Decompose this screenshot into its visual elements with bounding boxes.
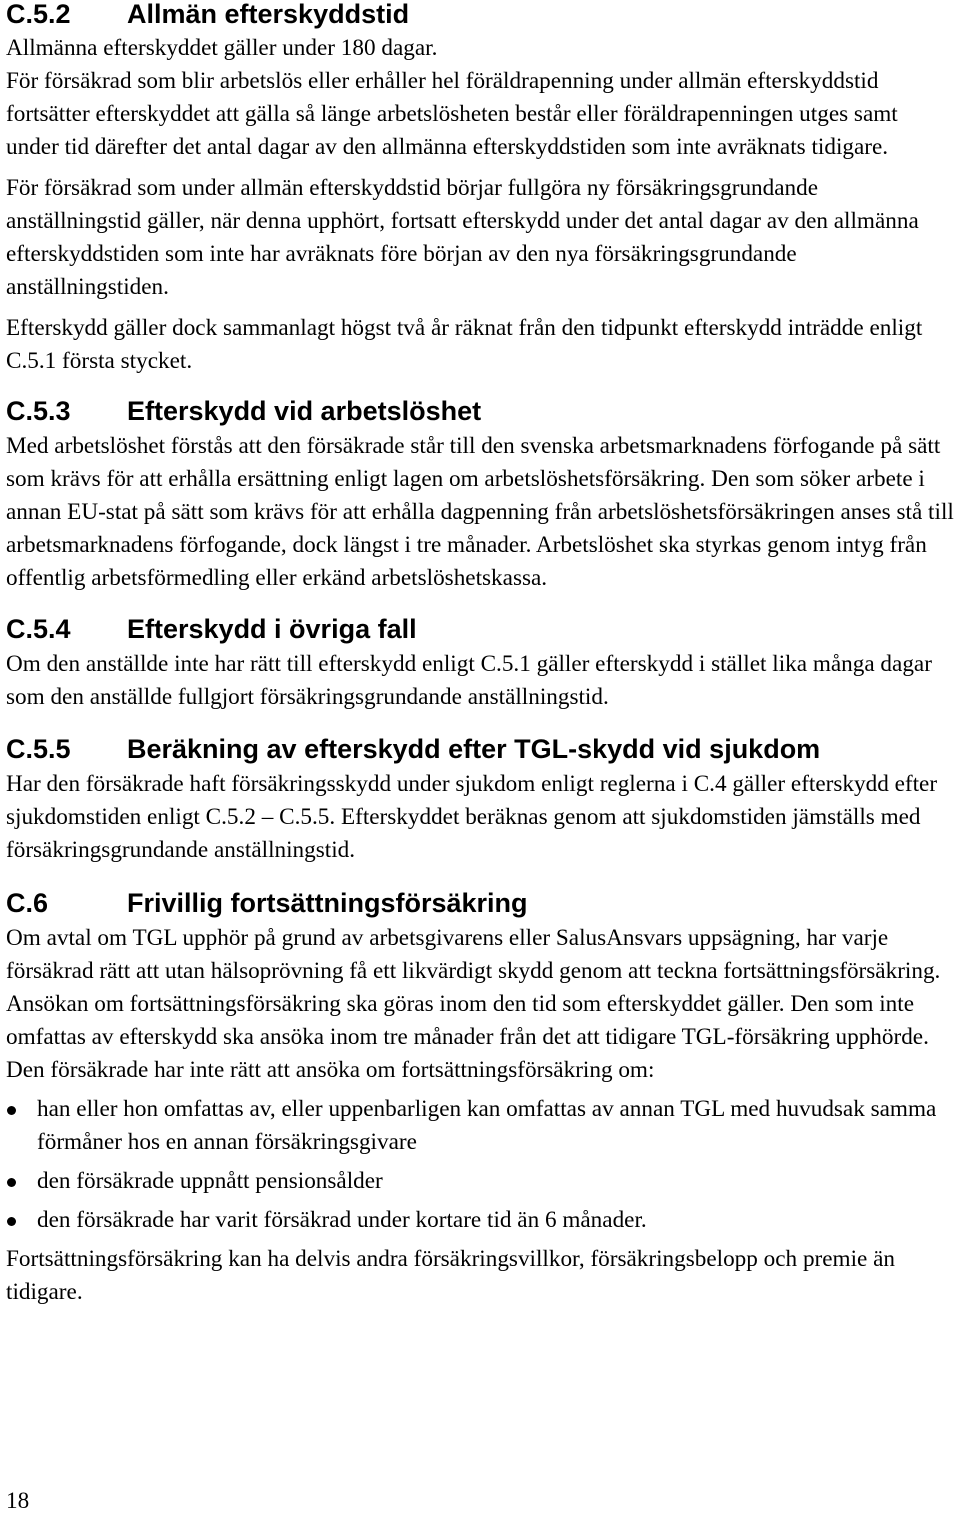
section-title: Allmän efterskyddstid bbox=[127, 0, 410, 29]
list-item bbox=[6, 1204, 956, 1237]
bullet-list bbox=[6, 1093, 956, 1237]
paragraph: Med arbetslöshet förstås att den försäkrade står till den svenska arbetsmarknadens förfogande på sätt som krävs för att erhålla ersättning enligt lagen om arbetslöshetsförsäkring. Den som söker arbete i annan EU-stat på sätt som krävs för att erhålla dagpenning från arbetslöshetsförsäkringen anses stå till arbetsmarknadens förfogande, dock längst i tre månader. Arbetslöshet ska styrkas genom intyg från offentlig arbetsförmedling eller erkänd arbetslöshetskassa. bbox=[6, 433, 954, 591]
paragraph: För försäkrad som under allmän efterskyddstid börjar fullgöra ny försäkringsgrundande anställningstid gäller, när denna upphört, fortsatt efterskydd under det antal dagar av den allmänna efterskyddstiden som inte har avräknats före början av den nya försäkringsgrundande anställningstiden. bbox=[6, 175, 919, 300]
bullet-icon bbox=[7, 1217, 16, 1226]
section-title: Efterskydd vid arbetslöshet bbox=[127, 396, 482, 426]
paragraph: Fortsättningsförsäkring kan ha delvis andra försäkringsvillkor, försäkringsbelopp och premie än tidigare. bbox=[6, 1246, 896, 1305]
page-number: 18 bbox=[6, 1488, 30, 1514]
section-heading bbox=[6, 395, 956, 427]
paragraph: Allmänna efterskyddet gäller under 180 dagar. bbox=[6, 35, 438, 61]
paragraph: Har den försäkrade haft försäkringsskydd under sjukdom enligt reglerna i C.4 gäller efterskydd efter sjukdomstiden enligt C.5.2 – C.5.5. Efterskyddet beräknas genom att sjukdomstiden jämställs med försäkringsgrundande anställningstid. bbox=[6, 771, 938, 863]
section-heading bbox=[6, 733, 956, 765]
section-heading bbox=[6, 613, 956, 645]
section-number: C.5.3 bbox=[6, 396, 71, 426]
section-number: C.5.4 bbox=[6, 614, 71, 644]
section-heading bbox=[6, 0, 956, 30]
list-item-text: den försäkrade uppnått pensionsålder bbox=[37, 1168, 383, 1194]
list-item bbox=[6, 1165, 956, 1198]
paragraph: Efterskydd gäller dock sammanlagt högst två år räknat från den tidpunkt efterskydd inträdde enligt C.5.1 första stycket. bbox=[6, 315, 923, 374]
bullet-icon bbox=[7, 1106, 16, 1115]
section-number: C.5.5 bbox=[6, 734, 71, 764]
section-heading bbox=[6, 887, 956, 919]
list-item bbox=[6, 1093, 956, 1159]
section-title: Efterskydd i övriga fall bbox=[127, 614, 417, 644]
document-page bbox=[6, 0, 956, 1309]
bullet-icon bbox=[7, 1178, 16, 1187]
paragraph: För försäkrad som blir arbetslös eller erhåller hel föräldrapenning under allmän efterskyddstid fortsätter efterskyddet att gälla så länge arbetslösheten består eller föräldrapenningen utges samt under tid därefter det antal dagar av den allmänna efterskyddstiden som inte avräknats tidigare. bbox=[6, 68, 898, 160]
list-item-text: han eller hon omfattas av, eller uppenbarligen kan omfattas av annan TGL med huvudsak samma förmåner hos en annan försäkringsgivare bbox=[37, 1096, 937, 1155]
section-number: C.6 bbox=[6, 888, 49, 918]
section-title: Frivillig fortsättningsförsäkring bbox=[127, 888, 528, 918]
list-item-text: den försäkrade har varit försäkrad under kortare tid än 6 månader. bbox=[37, 1207, 647, 1233]
section-number: C.5.2 bbox=[6, 0, 71, 29]
section-title: Beräkning av efterskydd efter TGL-skydd vid sjukdom bbox=[127, 734, 821, 764]
paragraph: Om den anställde inte har rätt till efterskydd enligt C.5.1 gäller efterskydd i stället lika många dagar som den anställde fullgjort försäkringsgrundande anställningstid. bbox=[6, 651, 932, 710]
paragraph: Om avtal om TGL upphör på grund av arbetsgivarens eller SalusAnsvars uppsägning, har varje försäkrad rätt att utan hälsoprövning få ett likvärdigt skydd genom att teckna fortsättningsförsäkring. Ansökan om fortsättningsförsäkring ska göras inom den tid som efterskyddet gäller. Den som inte omfattas av efterskydd ska ansöka inom tre månader från det att tidigare TGL-försäkring upphörde. Den försäkrade har inte rätt att ansöka om fortsättningsförsäkring om: bbox=[6, 925, 941, 1083]
